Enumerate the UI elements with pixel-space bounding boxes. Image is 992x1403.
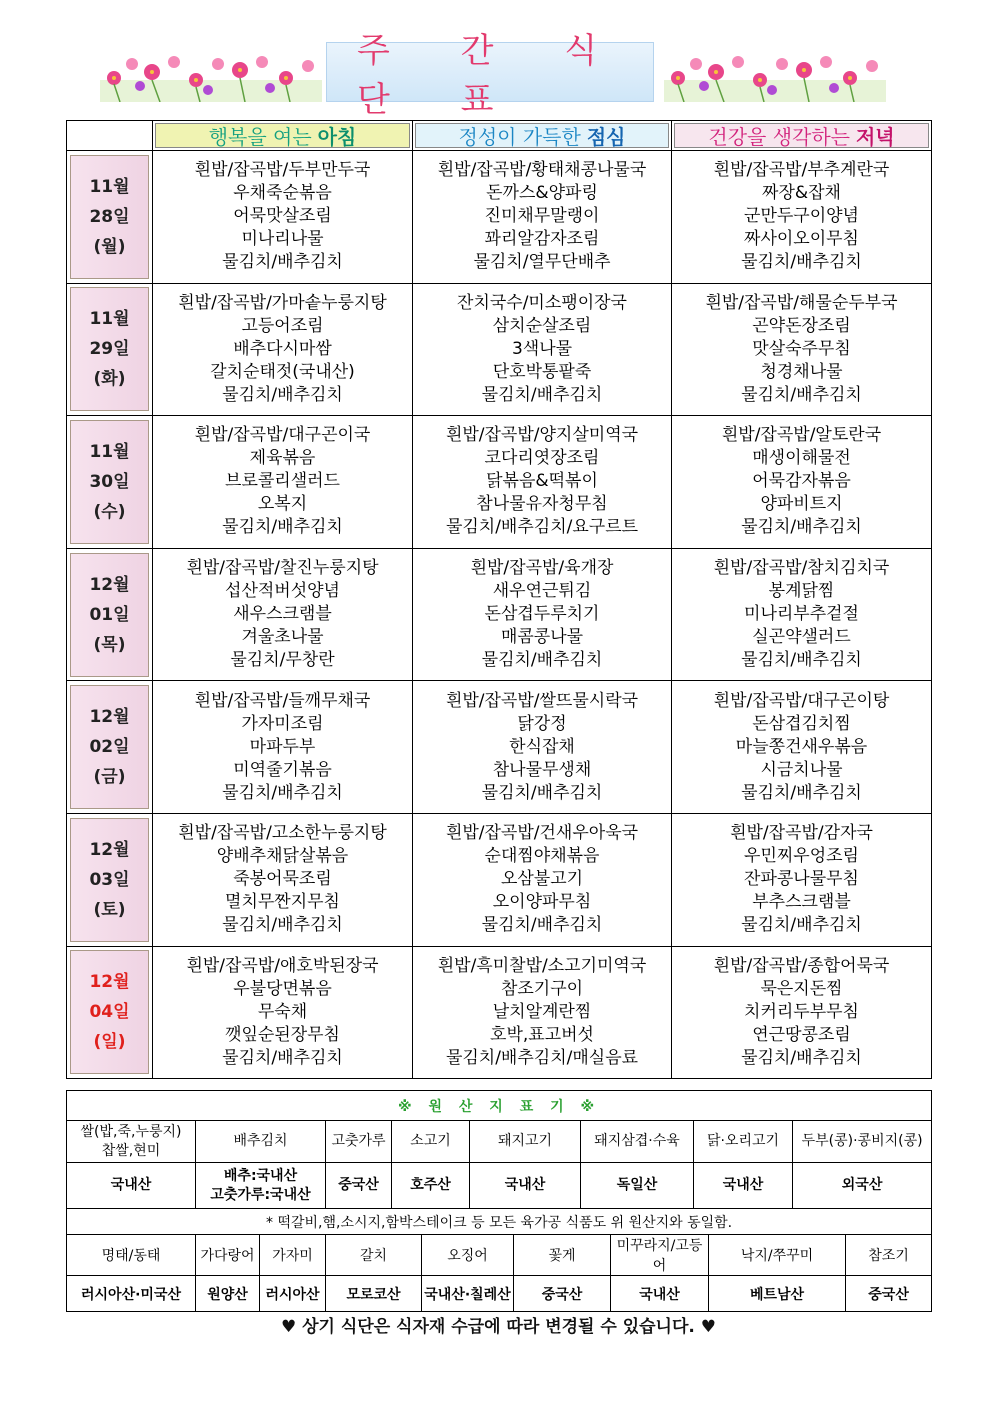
breakfast-dish: 죽봉어묵조림 — [233, 869, 332, 890]
dinner-dish: 시금치나물 — [760, 759, 843, 780]
dinner-dish: 군만두구이양념 — [744, 206, 859, 227]
dinner-dish: 물김치/배추김치 — [741, 782, 862, 803]
dinner-dish: 흰밥/잡곡밥/종합어묵국 — [713, 955, 890, 976]
lunch-dish: 잔치국수/미소팽이장국 — [457, 292, 627, 313]
lunch-dish: 물김치/배추김치/매실음료 — [445, 1047, 639, 1068]
breakfast-dish: 물김치/배추김치 — [222, 384, 343, 405]
breakfast-dish: 새우스크램블 — [233, 604, 332, 625]
lunch-dish: 물김치/배추김치 — [481, 650, 603, 671]
lunch-dish: 오이양파무침 — [492, 892, 592, 913]
lunch-dish: 참나물유자청무침 — [476, 494, 608, 515]
breakfast-header-label: 행복을 여는 — [208, 125, 312, 149]
breakfast-dish: 깻잎순된장무침 — [225, 1024, 340, 1045]
menu-day-row — [67, 283, 932, 416]
dinner-dish: 청경채나물 — [760, 361, 843, 382]
lunch-dish: 단호박통팥죽 — [492, 361, 592, 382]
dinner-cell — [672, 151, 932, 284]
origin-item-header: 쌀(밥,죽,누룽지) 찹쌀,현미 — [67, 1121, 196, 1163]
lunch-dish: 물김치/배추김치 — [481, 782, 603, 803]
dinner-dish: 짜장&잡채 — [762, 183, 841, 204]
date-cell — [67, 283, 153, 416]
page-title: 주 간 식 단 표 — [357, 31, 628, 120]
origin-seafood-header: 오징어 — [422, 1235, 514, 1276]
breakfast-dish: 배추다시마쌈 — [233, 338, 332, 359]
menu-day-row — [67, 946, 932, 1079]
dinner-dish: 흰밥/잡곡밥/참치김치국 — [713, 558, 890, 579]
weekly-menu-table — [66, 120, 932, 1079]
origin-seafood-value: 모로코산 — [326, 1276, 422, 1312]
breakfast-dish: 흰밥/잡곡밥/들깨무채국 — [194, 690, 371, 711]
origin-seafood-value: 국내산·칠레산 — [422, 1276, 514, 1312]
lunch-dish: 돈삼겹두루치기 — [484, 604, 600, 625]
lunch-dish: 코다리엿장조림 — [484, 448, 600, 469]
breakfast-dish: 물김치/배추김치 — [222, 915, 343, 936]
date-month: 12월 — [89, 839, 130, 860]
dinner-dish: 흰밥/잡곡밥/알토란국 — [721, 425, 882, 446]
origin-item-header: 닭·오리고기 — [694, 1121, 793, 1163]
dinner-dish: 물김치/배추김치 — [741, 1047, 862, 1068]
dinner-dish: 매생이해물전 — [752, 448, 851, 469]
date-cell — [67, 681, 153, 814]
breakfast-dish: 물김치/배추김치 — [222, 782, 343, 803]
origin-seafood-header: 꽃게 — [514, 1235, 611, 1276]
origin-seafood-header: 가자미 — [260, 1235, 326, 1276]
origin-seafood-header: 명태/동태 — [67, 1235, 196, 1276]
menu-day-row — [67, 681, 932, 814]
breakfast-cell — [153, 416, 413, 549]
date-day: 01일 — [89, 604, 130, 625]
breakfast-dish: 흰밥/잡곡밥/애호박된장국 — [186, 955, 379, 976]
flower-decoration-right-icon — [664, 50, 886, 102]
dinner-header-emphasis: 저녁 — [855, 125, 895, 149]
lunch-dish: 물김치/배추김치 — [481, 915, 603, 936]
origin-note: * 떡갈비,햄,소시지,함박스테이크 등 모든 육가공 식품도 위 원산지와 동일함. — [67, 1209, 932, 1235]
breakfast-header — [153, 121, 413, 151]
date-day: 29일 — [89, 339, 130, 360]
dinner-dish: 물김치/배추김치 — [741, 384, 862, 405]
origin-item-header: 돼지삼겹·수육 — [581, 1121, 694, 1163]
dinner-dish: 물김치/배추김치 — [741, 915, 862, 936]
dinner-dish: 부추스크램블 — [752, 892, 851, 913]
dinner-cell — [672, 548, 932, 681]
origin-seafood-value: 중국산 — [514, 1276, 611, 1312]
breakfast-dish: 흰밥/잡곡밥/가마솥누룽지탕 — [178, 292, 387, 313]
lunch-dish: 매콤콩나물 — [500, 627, 584, 648]
breakfast-dish: 흰밥/잡곡밥/대구곤이국 — [194, 425, 371, 446]
dinner-dish: 물김치/배추김치 — [741, 252, 862, 273]
date-day: 02일 — [89, 737, 130, 758]
breakfast-dish: 미역줄기볶음 — [233, 759, 332, 780]
lunch-dish: 순대찜야채볶음 — [484, 846, 600, 867]
date-cell — [67, 946, 153, 1079]
dinner-dish: 어묵감자볶음 — [752, 471, 851, 492]
date-day: 28일 — [89, 206, 130, 227]
origin-item-value: 외국산 — [793, 1163, 932, 1209]
lunch-dish: 참조기구이 — [500, 978, 584, 999]
breakfast-dish: 우채죽순볶음 — [233, 183, 332, 204]
dinner-dish: 묵은지돈찜 — [760, 978, 843, 999]
breakfast-dish: 겨울초나물 — [241, 627, 324, 648]
dinner-dish: 흰밥/잡곡밥/대구곤이탕 — [713, 690, 890, 711]
dinner-dish: 물김치/배추김치 — [741, 517, 862, 538]
lunch-cell — [413, 151, 672, 284]
dinner-dish: 물김치/배추김치 — [741, 650, 862, 671]
menu-day-row — [67, 416, 932, 549]
lunch-dish: 흰밥/잡곡밥/황태채콩나물국 — [437, 160, 647, 181]
breakfast-dish: 제육볶음 — [249, 448, 316, 469]
lunch-cell — [413, 283, 672, 416]
lunch-dish: 물김치/열무단배추 — [473, 252, 611, 273]
origin-item-header: 배추김치 — [196, 1121, 326, 1163]
breakfast-dish: 물김치/배추김치 — [222, 1047, 343, 1068]
origin-title: ※ 원 산 지 표 기 ※ — [67, 1091, 932, 1121]
dinner-dish: 마늘쫑건새우볶음 — [735, 736, 868, 757]
dinner-header-label: 건강을 생각하는 — [708, 125, 850, 149]
breakfast-dish: 미나리나물 — [241, 229, 324, 250]
origin-seafood-header: 낙지/쭈꾸미 — [709, 1235, 846, 1276]
date-cell — [67, 151, 153, 284]
lunch-dish: 흰밥/흑미찰밥/소고기미역국 — [437, 955, 647, 976]
dinner-dish: 짜사이오이무침 — [744, 229, 859, 250]
dinner-dish: 잔파콩나물무침 — [744, 869, 859, 890]
lunch-dish: 흰밥/잡곡밥/육개장 — [470, 558, 614, 579]
dinner-cell — [672, 946, 932, 1079]
origin-seafood-header: 미꾸라지/고등어 — [611, 1235, 709, 1276]
origin-seafood-value: 베트남산 — [709, 1276, 846, 1312]
origin-item-value: 호주산 — [392, 1163, 470, 1209]
origin-item-header: 소고기 — [392, 1121, 470, 1163]
breakfast-cell — [153, 813, 413, 946]
origin-item-value: 국내산 — [67, 1163, 196, 1209]
origin-seafood-value: 국내산 — [611, 1276, 709, 1312]
lunch-dish: 꽈리알감자조림 — [484, 229, 600, 250]
lunch-dish: 물김치/배추김치 — [481, 384, 603, 405]
date-cell — [67, 813, 153, 946]
origin-seafood-value: 러시아산 — [260, 1276, 326, 1312]
dinner-dish: 흰밥/잡곡밥/부추계란국 — [713, 160, 890, 181]
lunch-cell — [413, 946, 672, 1079]
lunch-dish: 닭볶음&떡볶이 — [486, 471, 598, 492]
origin-seafood-value: 원양산 — [196, 1276, 260, 1312]
dinner-dish: 흰밥/잡곡밥/감자국 — [730, 823, 873, 844]
breakfast-dish: 양배추채닭살볶음 — [216, 846, 349, 867]
breakfast-dish: 흰밥/잡곡밥/두부만두국 — [194, 160, 371, 181]
date-weekday: (금) — [93, 767, 126, 788]
date-weekday: (월) — [93, 236, 126, 257]
breakfast-cell — [153, 681, 413, 814]
breakfast-cell — [153, 151, 413, 284]
breakfast-dish: 물김치/배추김치 — [222, 517, 343, 538]
dinner-dish: 연근땅콩조림 — [752, 1024, 851, 1045]
dinner-cell — [672, 813, 932, 946]
breakfast-cell — [153, 548, 413, 681]
date-weekday: (토) — [93, 899, 126, 920]
origin-item-value: 국내산 — [470, 1163, 581, 1209]
origin-seafood-header: 갈치 — [326, 1235, 422, 1276]
breakfast-dish: 오복지 — [257, 494, 308, 515]
menu-day-row — [67, 813, 932, 946]
dinner-dish: 곤약돈장조림 — [752, 315, 851, 336]
menu-day-row — [67, 151, 932, 284]
lunch-cell — [413, 416, 672, 549]
date-weekday: (수) — [93, 501, 126, 522]
lunch-dish: 진미채무말랭이 — [484, 206, 600, 227]
origin-seafood-header: 참조기 — [846, 1235, 932, 1276]
breakfast-dish: 갈치순태젓(국내산) — [210, 361, 355, 382]
origin-item-value: 국내산 — [694, 1163, 793, 1209]
lunch-dish: 흰밥/잡곡밥/양지살미역국 — [445, 425, 639, 446]
lunch-dish: 날치알계란찜 — [492, 1001, 592, 1022]
origin-seafood-header: 가다랑어 — [196, 1235, 260, 1276]
breakfast-dish: 흰밥/잡곡밥/찰진누룽지탕 — [186, 558, 379, 579]
breakfast-dish: 어묵맛살조림 — [233, 206, 332, 227]
origin-item-header: 고춧가루 — [326, 1121, 392, 1163]
dinner-dish: 맛살숙주무침 — [752, 338, 851, 359]
date-weekday: (목) — [93, 634, 126, 655]
breakfast-dish: 브로콜리샐러드 — [225, 471, 340, 492]
breakfast-header-emphasis: 아침 — [317, 125, 357, 149]
lunch-dish: 3색나물 — [511, 338, 573, 359]
date-month: 11월 — [89, 309, 130, 330]
breakfast-dish: 물김치/무창란 — [230, 650, 335, 671]
lunch-dish: 삼치순살조림 — [492, 315, 592, 336]
breakfast-dish: 물김치/배추김치 — [222, 252, 343, 273]
dinner-dish: 실곤약샐러드 — [752, 627, 851, 648]
date-month: 11월 — [89, 176, 130, 197]
breakfast-dish: 마파두부 — [249, 736, 316, 757]
lunch-dish: 오삼불고기 — [500, 869, 584, 890]
breakfast-dish: 우불당면볶음 — [233, 978, 332, 999]
dinner-dish: 치커리두부무침 — [744, 1001, 859, 1022]
dinner-cell — [672, 416, 932, 549]
dinner-header — [672, 121, 932, 151]
dinner-dish: 돈삼겹김치찜 — [752, 713, 851, 734]
origin-seafood-value: 중국산 — [846, 1276, 932, 1312]
date-weekday: (화) — [93, 369, 126, 390]
lunch-header-emphasis: 점심 — [586, 125, 626, 149]
date-cell — [67, 416, 153, 549]
origin-item-value: 중국산 — [326, 1163, 392, 1209]
date-month: 12월 — [89, 707, 130, 728]
breakfast-dish: 고등어조림 — [241, 315, 324, 336]
footer-notice: ♥ 상기 식단은 식자재 수급에 따라 변경될 수 있습니다. ♥ — [280, 1317, 717, 1337]
origin-seafood-value: 러시아산·미국산 — [67, 1276, 196, 1312]
date-day: 30일 — [89, 471, 130, 492]
lunch-dish: 닭강정 — [517, 713, 567, 734]
flower-decoration-left-icon — [100, 50, 322, 102]
date-cell — [67, 548, 153, 681]
lunch-dish: 흰밥/잡곡밥/건새우아욱국 — [445, 823, 639, 844]
menu-day-row — [67, 548, 932, 681]
breakfast-cell — [153, 283, 413, 416]
dinner-dish: 우민찌우엉조림 — [744, 846, 859, 867]
origin-item-value: 배추:국내산 고춧가루:국내산 — [196, 1163, 326, 1209]
lunch-dish: 참나물무생채 — [492, 759, 592, 780]
breakfast-dish: 멸치무짠지무침 — [225, 892, 340, 913]
lunch-dish: 흰밥/잡곡밥/쌀뜨물시락국 — [445, 690, 639, 711]
breakfast-cell — [153, 946, 413, 1079]
lunch-dish: 호박,표고버섯 — [490, 1024, 594, 1045]
date-weekday: (일) — [93, 1032, 126, 1053]
lunch-dish: 돈까스&양파링 — [486, 183, 598, 204]
lunch-cell — [413, 813, 672, 946]
origin-item-value: 독일산 — [581, 1163, 694, 1209]
breakfast-dish: 흰밥/잡곡밥/고소한누룽지탕 — [178, 823, 387, 844]
lunch-header-label: 정성이 가득한 — [458, 125, 581, 149]
date-day: 04일 — [89, 1002, 130, 1023]
lunch-cell — [413, 548, 672, 681]
breakfast-dish: 가자미조림 — [241, 713, 324, 734]
dinner-dish: 미나리부추겉절 — [744, 604, 859, 625]
dinner-dish: 봉계닭찜 — [768, 581, 835, 602]
date-month: 11월 — [89, 441, 130, 462]
origin-item-header: 두부(콩)·콩비지(콩) — [793, 1121, 932, 1163]
breakfast-dish: 무숙채 — [257, 1001, 308, 1022]
lunch-dish: 새우연근튀김 — [492, 581, 592, 602]
origin-item-header: 돼지고기 — [470, 1121, 581, 1163]
dinner-cell — [672, 283, 932, 416]
menu-header-row — [67, 121, 932, 151]
date-month: 12월 — [89, 574, 130, 595]
corner-cell — [67, 121, 153, 151]
title-banner — [326, 31, 654, 120]
date-day: 03일 — [89, 869, 130, 890]
lunch-header — [413, 121, 672, 151]
dinner-dish: 흰밥/잡곡밥/해물순두부국 — [705, 292, 898, 313]
lunch-dish: 물김치/배추김치/요구르트 — [445, 517, 639, 538]
lunch-dish: 한식잡채 — [509, 736, 575, 757]
lunch-cell — [413, 681, 672, 814]
dinner-cell — [672, 681, 932, 814]
breakfast-dish: 섭산적버섯양념 — [225, 581, 340, 602]
date-month: 12월 — [89, 972, 130, 993]
origin-table — [66, 1090, 932, 1312]
dinner-dish: 양파비트지 — [760, 494, 843, 515]
